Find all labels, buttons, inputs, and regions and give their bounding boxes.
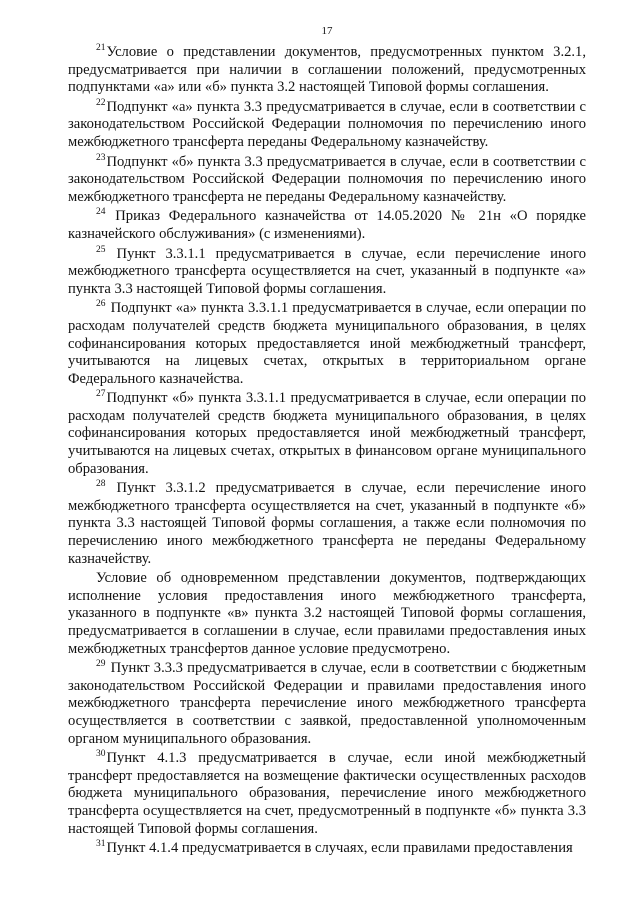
footnote-text: Пункт 4.1.4 предусматривается в случаях, если правилами предоставления (106, 840, 573, 857)
footnote-text: Пункт 3.3.3 предусматривается в случае, если в соответствии с бюджетным законодательством Российской Федерации и правилами предоставления иного межбюджетного трансферта перечисление иного межбюджетного трансферта осуществляется в соответствии с заявкой, предоставленной уполномоченным органом муниципального образования. (68, 660, 586, 747)
footnote-text: Подпункт «б» пункта 3.3.1.1 предусматривается в случае, если операции по расходам получателей средств бюджета муниципального образования, в целях софинансирования которых предоставляется иной межбюджетный трансферт, учитываются на лицевых счетах, открытых в финансовом органе муниципального образования. (68, 390, 586, 477)
footnote-ref: 22 (96, 97, 106, 108)
document-page (68, 0, 586, 860)
footnote-text: Подпункт «а» пункта 3.3 предусматривается в случае, если в соответствии с законодательством Российской Федерации полномочия по перечислению иного межбюджетного трансферта переданы Федеральному казначейству. (68, 98, 586, 150)
footnote (68, 246, 586, 299)
footnote (68, 300, 586, 388)
footnote (68, 154, 586, 207)
footnote (68, 660, 586, 748)
footnote-ref: 23 (96, 152, 106, 163)
footnote (68, 99, 586, 152)
footnote-text: Пункт 3.3.1.1 предусматривается в случае, если перечисление иного межбюджетного трансферта осуществляется на счет, указанный в подпункте «а» пункта 3.3 настоящей Типовой формы соглашения. (68, 245, 586, 297)
footnote-ref: 30 (96, 749, 106, 760)
footnote-ref: 29 (96, 659, 106, 670)
footnote-ref: 25 (96, 244, 106, 255)
footnote-text: Подпункт «а» пункта 3.3.1.1 предусматривается в случае, если операции по расходам получателей средств бюджета муниципального образования, в целях софинансирования которых предоставляется иной межбюджетный трансферт, учитываются на лицевых счетах, открытых в территориальном органе Федерального казначейства. (68, 300, 586, 387)
footnote-text: Условие об одновременном представлении документов, подтверждающих исполнение условия предоставления иного межбюджетного трансферта, указанного в подпункте «в» пункта 3.2 настоящей Типовой формы соглашения, предусматривается в соглашении в случае, если правилами предоставления иных межбюджетных трансфертов данное условие предусмотрено. (68, 570, 586, 657)
footnote-ref: 27 (96, 389, 106, 400)
footnote-ref: 31 (96, 839, 106, 850)
footnotes (68, 44, 586, 858)
footnote (68, 480, 586, 568)
footnote-text: Пункт 4.1.3 предусматривается в случае, если иной межбюджетный трансферт предоставляется на возмещение фактически осуществленных расходов бюджета муниципального образования, перечисление иного межбюджетного трансферта осуществляется на счет, предусмотренный в подпункте «б» пункта 3.3 настоящей Типовой формы соглашения. (68, 750, 586, 837)
page-number: 17 (321, 25, 333, 37)
footnote-ref: 21 (96, 43, 106, 54)
footnote-ref: 24 (96, 207, 106, 218)
footnote (68, 208, 586, 243)
footnote-ref: 26 (96, 299, 106, 310)
footnote-ref: 28 (96, 479, 106, 490)
footnote-text: Условие о представлении документов, предусмотренных пунктом 3.2.1, предусматривается при наличии в соглашении положений, предусмотренных подпунктами «а» или «б» пункта 3.2 настоящей Типовой формы соглашения. (68, 44, 586, 96)
footnote (68, 390, 586, 478)
footnote (68, 750, 586, 838)
footnote (68, 44, 586, 97)
footnote (68, 840, 586, 858)
footnote-text: Приказ Федерального казначейства от 14.05.2020 № 21н «О порядке казначейского обслуживания» (с изменениями). (68, 208, 586, 242)
footnote (68, 570, 586, 658)
footnote-text: Пункт 3.3.1.2 предусматривается в случае, если перечисление иного межбюджетного трансферта осуществляется на счет, указанный в подпункте «б» пункта 3.3 настоящей Типовой формы соглашения, а также если полномочия по перечислению иного межбюджетного трансферта не переданы Федеральному казначейству. (68, 480, 586, 567)
footnote-text: Подпункт «б» пункта 3.3 предусматривается в случае, если в соответствии с законодательством Российской Федерации полномочия по перечислению иного межбюджетного трансферта не переданы Федеральному казначейству. (68, 153, 586, 205)
